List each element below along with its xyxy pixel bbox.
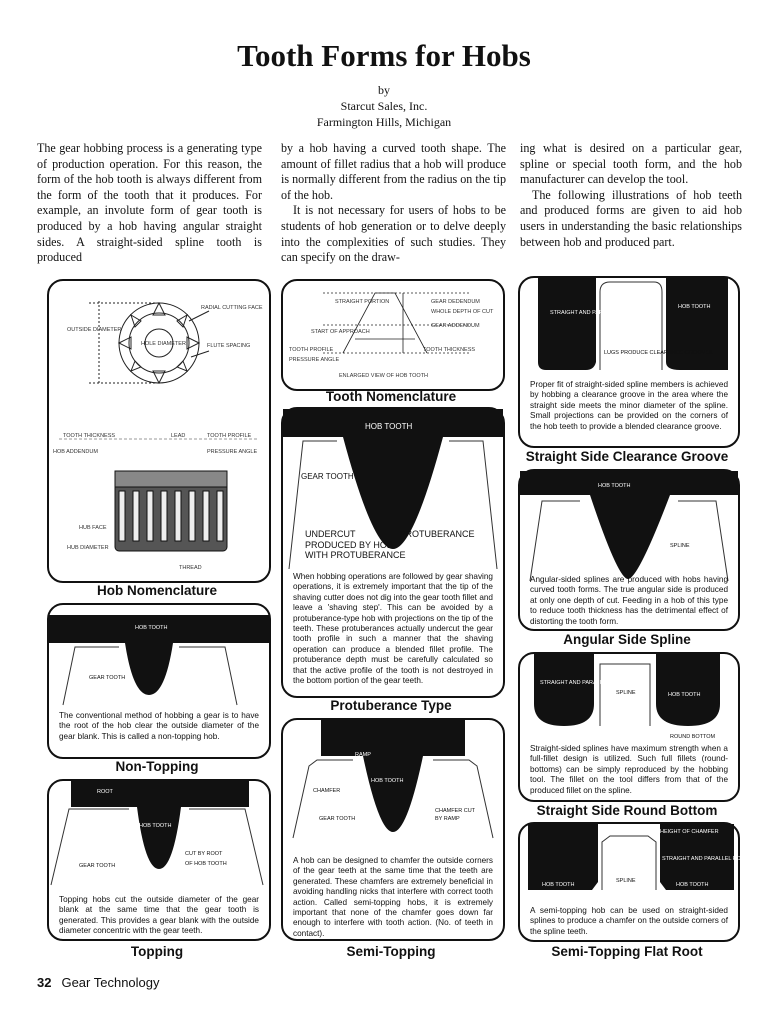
- angular-spline-label: SPLINE: [670, 543, 690, 549]
- flat-root-hob-right-label: HOB TOOTH: [676, 882, 709, 888]
- clearance-straight-label: STRAIGHT AND PARALLEL PORTION: [550, 310, 646, 316]
- topping-gear-label: GEAR TOOTH: [79, 863, 116, 869]
- hob-nomenclature-heading: Hob Nomenclature: [96, 583, 218, 598]
- angular-side-figure: [518, 469, 740, 631]
- label-gear-dedendum: GEAR DEDENDUM: [431, 299, 480, 305]
- body-paragraph: ing what is desired on a particular gear, spline or special tooth form, and the hob manufacturer can develop the tool.: [520, 141, 742, 187]
- protuberance-with-label: WITH PROTUBERANCE: [305, 550, 406, 560]
- body-paragraph: The gear hobbing process is a generating type of production operation. For this reason, the form of the hob tooth is always different from the form of the tooth that it produces. For example, an involute form of gear tooth is produced by a hob having angular straight sides. A straight-sided spline tooth is produced: [37, 141, 262, 265]
- protuberance-gear-label: GEAR TOOTH: [301, 472, 354, 481]
- round-bottom-straight-label: STRAIGHT AND PARALLEL PORTION: [540, 680, 636, 686]
- flat-root-figure: [518, 822, 758, 942]
- topping-hob-label: HOB TOOTH: [139, 823, 172, 829]
- body-paragraph: It is not necessary for users of hobs to be students of hob generation or to delve deeply into the complexities of such studies. They can specify on the draw-: [281, 203, 506, 265]
- article-title: Tooth Forms for Hobs: [237, 38, 531, 73]
- label-hub-diameter: HUB DIAMETER: [67, 545, 109, 551]
- label-tooth-thickness: TOOTH THICKNESS: [63, 433, 116, 439]
- label-start-of-approach: START OF APPROACH: [311, 329, 370, 335]
- straight-side-clearance-heading: Straight Side Clearance Groove: [525, 449, 729, 464]
- label-tooth-profile: TOOTH PROFILE: [207, 433, 252, 439]
- byline-author: Starcut Sales, Inc.: [340, 99, 428, 113]
- label-enlarged-view: ENLARGED VIEW OF HOB TOOTH: [339, 373, 429, 379]
- body-paragraph: by a hob having a curved tooth shape. The amount of fillet radius that a hob will produce is normally different from the radius on the tip of the hob.: [281, 141, 506, 202]
- label-hole-diameter: HOLE DIAMETER: [141, 341, 186, 347]
- round-bottom-caption: Straight-sided splines have maximum strength when a full-fillet design is utilized. Such full fillets (round-bottoms) can be simply reproduced by the hobbing tool. The fillet on the tool differs from that of the produced fillet on the spline.: [530, 744, 728, 795]
- label-tooth-thickness: TOOTH THICKNESS: [423, 347, 476, 353]
- hob-nomenclature-diagram: [49, 281, 269, 581]
- straight-side-clearance-diagram: [520, 278, 738, 378]
- semi-topping-ramp-label: RAMP: [355, 752, 371, 758]
- straight-side-clearance-caption: Proper fit of straight-sided spline members is achieved by hobbing a clearance groove in the area where the straight side meets the minor diameter of the spline. Small projections can be provided on the corners of the hob teeth to provide a blended clearance groove.: [530, 380, 728, 431]
- byline-location: Farmington Hills, Michigan: [316, 115, 452, 129]
- label-pressure-angle: PRESSURE ANGLE: [207, 449, 258, 455]
- label-radial-cutting-face: RADIAL CUTTING FACE: [201, 305, 263, 311]
- non-topping-heading: Non-Topping: [115, 759, 199, 774]
- angular-side-caption: Angular-sided splines are produced with hobs having curved tooth forms. The true angular side is produced at only one depth of cut. Feeding in a hob of this type to reduce tooth thickness has the detrimental effect of distorting the tooth form.: [530, 575, 728, 626]
- flat-root-height-label: HEIGHT OF CHAMFER: [660, 829, 719, 835]
- angular-hob-label: HOB TOOTH: [598, 483, 631, 489]
- flat-root-hob-left-label: HOB TOOTH: [542, 882, 575, 888]
- label-hub-face: HUB FACE: [79, 525, 107, 531]
- topping-diagram: [49, 781, 269, 891]
- byline-by: by: [378, 83, 390, 97]
- straight-side-clearance-figure: [518, 276, 740, 448]
- non-topping-diagram: [49, 605, 269, 705]
- label-gear-addendum: GEAR ADDENDUM: [431, 323, 480, 329]
- label-whole-depth: WHOLE DEPTH OF CUT: [431, 309, 494, 315]
- round-bottom-figure: [518, 652, 740, 802]
- semi-topping-chamfer-cut-label: CHAMFER CUT: [435, 808, 476, 814]
- clearance-lugs-label: LUGS PRODUCE CLEARANCE GROOVES: [604, 350, 713, 356]
- round-bottom-hob-label: HOB TOOTH: [668, 692, 701, 698]
- protuberance-protuberance-label: PROTUBERANCE: [399, 529, 475, 539]
- label-flute-spacing: FLUTE SPACING: [207, 343, 251, 349]
- non-topping-figure: [47, 603, 271, 759]
- protuberance-undercut-label: UNDERCUT: [305, 529, 356, 539]
- round-bottom-spline-label: SPLINE: [616, 690, 636, 696]
- non-topping-gear-label: GEAR TOOTH: [89, 675, 126, 681]
- label-thread: THREAD: [179, 565, 202, 571]
- label-pressure-angle: PRESSURE ANGLE: [289, 357, 340, 363]
- tooth-nomenclature-figure: [281, 279, 505, 391]
- body-column-1: [37, 141, 262, 266]
- label-outside-diameter: OUTSIDE DIAMETER: [67, 327, 122, 333]
- semi-topping-caption: A hob can be designed to chamfer the outside corners of the gear teeth at the same time that the teeth are generated. These chamfers are extremely beneficial in avoiding handling nicks that interfere with correct tooth action. Called semi-topping hobs, it is extremely important that none of the chamfer goes down far enough to interfere with tooth action. (No. of teeth in contact).: [293, 856, 493, 938]
- protuberance-heading: Protuberance Type: [330, 698, 452, 713]
- semi-topping-figure: [281, 718, 505, 941]
- label-tooth-profile: TOOTH PROFILE: [289, 347, 334, 353]
- label-lead: LEAD: [171, 433, 186, 439]
- protuberance-labels: [305, 529, 505, 561]
- semi-topping-by-ramp-label: BY RAMP: [435, 816, 460, 822]
- body-column-3: [520, 141, 742, 250]
- non-topping-hob-label: HOB TOOTH: [135, 625, 168, 631]
- non-topping-caption: The conventional method of hobbing a gear is to have the root of the hob clear the outside diameter of the gear blank. This is called a non-topping hob.: [59, 711, 259, 741]
- topping-heading: Topping: [130, 944, 184, 959]
- page-footer: [37, 975, 160, 990]
- tooth-nomenclature-heading: Tooth Nomenclature: [325, 389, 457, 404]
- semi-topping-gear-label: GEAR TOOTH: [319, 816, 356, 822]
- clearance-hob-label: HOB TOOTH: [678, 304, 711, 310]
- round-bottom-diagram: [520, 654, 738, 742]
- label-hob-addendum: HOB ADDENDUM: [53, 449, 98, 455]
- magazine-name: Gear Technology: [61, 975, 160, 990]
- hob-nomenclature-figure: [47, 279, 271, 583]
- body-column-2: [281, 141, 506, 266]
- byline: [0, 82, 768, 130]
- tooth-nomenclature-diagram: [283, 281, 503, 389]
- flat-root-diagram: [520, 824, 758, 902]
- semi-topping-heading: Semi-Topping: [346, 944, 436, 959]
- protuberance-caption: When hobbing operations are followed by gear shaving operations, it is extremely important that the tip of the shaving cutter does not dig into the gear tooth fillet and leave a 'shaving step'. This can be avoided by a protuberance-type hob with projections on the tip of the teeth. These protuberances actually undercut the gear tooth profile in such a manner that the shaving operation can produce a blended fillet profile. The protuberance depth must be carefully calculated so that the active profile of the tooth is not destroyed in the bottom portion of the gear teeth.: [293, 572, 493, 686]
- body-paragraph: The following illustrations of hob teeth and produced forms are given to aid hob users in understanding the basic relationships between hob and produced part.: [520, 187, 742, 249]
- topping-figure: [47, 779, 271, 941]
- flat-root-spline-label: SPLINE: [616, 878, 636, 884]
- semi-topping-hob-label: HOB TOOTH: [371, 778, 404, 784]
- flat-root-heading: Semi-Topping Flat Root: [551, 944, 703, 959]
- semi-topping-chamfer-label: CHAMFER: [313, 788, 341, 794]
- angular-side-diagram: [520, 471, 738, 581]
- topping-root-label: ROOT: [97, 789, 113, 795]
- page-number: 32: [37, 975, 52, 990]
- semi-topping-diagram: [283, 720, 503, 838]
- angular-side-heading: Angular Side Spline: [563, 632, 691, 647]
- topping-of-hob-label: OF HOB TOOTH: [185, 861, 227, 867]
- protuberance-produced-label: PRODUCED BY HOB: [305, 539, 393, 550]
- round-bottom-heading: Straight Side Round Bottom: [536, 803, 718, 818]
- protuberance-figure: [281, 407, 505, 698]
- protuberance-hob-label: HOB TOOTH: [365, 422, 413, 431]
- topping-caption: Topping hobs cut the outside diameter of the gear blank at the same time that the gear tooth is generated. This provides a gear blank with the outside diameter concentric with the gear teeth.: [59, 895, 259, 936]
- flat-root-caption: A semi-topping hob can be used on straight-sided splines to produce a chamfer on the outside corners of the spline teeth.: [530, 906, 728, 936]
- flat-root-straight-label: STRAIGHT AND PARALLEL PORTION: [662, 856, 758, 862]
- round-bottom-label: ROUND BOTTOM: [670, 734, 716, 740]
- label-straight-portion: STRAIGHT PORTION: [335, 299, 390, 305]
- topping-cut-label: CUT BY ROOT: [185, 851, 223, 857]
